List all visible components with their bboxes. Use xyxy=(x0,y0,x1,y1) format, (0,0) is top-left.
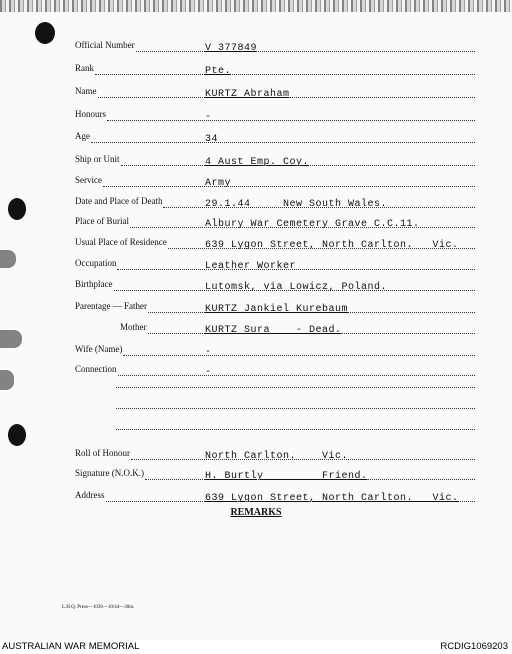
dotted-rule xyxy=(95,74,475,75)
field-label: Rank xyxy=(75,63,94,73)
field-value: Lutomsk, via Lowicz, Poland. xyxy=(205,282,388,293)
punch-hole xyxy=(35,22,55,44)
connection-line xyxy=(116,429,475,430)
field-label: Parentage — Father xyxy=(75,301,147,311)
field-label: Official Number xyxy=(75,40,135,50)
form-row xyxy=(75,468,475,482)
remarks-heading: REMARKS xyxy=(230,507,282,518)
field-label: Address xyxy=(75,490,105,500)
dotted-rule xyxy=(91,142,475,143)
field-value: Leather Worker xyxy=(205,261,297,272)
field-label: Signature (N.O.K.) xyxy=(75,468,144,478)
field-value: V 377849 xyxy=(205,43,258,54)
field-value: 34 xyxy=(205,134,219,145)
form-row xyxy=(75,109,475,123)
field-value: KURTZ Sura - Dead. xyxy=(205,325,342,336)
scan-mark xyxy=(0,330,22,348)
form-row xyxy=(75,86,475,100)
form-row xyxy=(75,216,475,230)
form-row xyxy=(75,448,475,462)
field-value: 29.1.44 New South Wales. xyxy=(205,199,388,210)
connection-line xyxy=(116,408,475,409)
footer-record-id: RCDIG1069203 xyxy=(440,641,508,652)
form-row xyxy=(75,237,475,251)
punch-hole xyxy=(8,198,26,220)
form-row xyxy=(75,301,475,315)
form-row xyxy=(75,175,475,189)
scan-edge xyxy=(0,0,512,12)
field-value: H. Burtly Friend. xyxy=(205,471,368,482)
field-value: KURTZ Jankiel Kurebaum xyxy=(205,304,349,315)
form-row xyxy=(75,63,475,77)
field-label: Usual Place of Residence xyxy=(75,237,167,247)
field-label: Wife (Name) xyxy=(75,344,123,354)
form-row xyxy=(75,490,475,504)
scan-mark xyxy=(0,370,14,390)
field-label: Name xyxy=(75,86,97,96)
field-value: Army xyxy=(205,178,232,189)
form-row xyxy=(75,344,475,358)
form-row xyxy=(75,131,475,145)
field-value: 639 Lygon Street, North Carlton. Vic. xyxy=(205,493,459,504)
form-row xyxy=(75,364,475,378)
field-label: Mother xyxy=(120,322,147,332)
dotted-rule xyxy=(123,355,475,356)
footer-institution: AUSTRALIAN WAR MEMORIAL xyxy=(2,641,140,652)
field-label: Occupation xyxy=(75,258,117,268)
field-value: 639 Lygon Street, North Carlton. Vic. xyxy=(205,240,459,251)
dotted-rule xyxy=(118,375,475,376)
field-value: - xyxy=(205,112,212,123)
dotted-rule xyxy=(136,51,475,52)
form-row xyxy=(75,279,475,293)
field-value: KURTZ Abraham xyxy=(205,89,290,100)
field-label: Birthplace xyxy=(75,279,113,289)
field-label: Ship or Unit xyxy=(75,154,120,164)
form-row xyxy=(75,40,475,54)
dotted-rule xyxy=(103,186,475,187)
field-label: Place of Burial xyxy=(75,216,129,226)
field-label: Connection xyxy=(75,364,117,374)
connection-line xyxy=(116,387,475,388)
field-label: Service xyxy=(75,175,102,185)
form-row xyxy=(75,258,475,272)
field-label: Date and Place of Death xyxy=(75,196,163,206)
form-row xyxy=(75,154,475,168)
field-label: Honours xyxy=(75,109,106,119)
field-value: - xyxy=(205,347,212,358)
archive-footer xyxy=(0,640,512,654)
form-row xyxy=(75,196,475,210)
form-row xyxy=(120,322,475,336)
field-value: Albury War Cemetery Grave C.C.11. xyxy=(205,219,420,230)
printer-reference: L.H.Q. Press—1036—10/44—30m. xyxy=(62,605,135,610)
field-value: Pte. xyxy=(205,66,232,77)
punch-hole xyxy=(8,424,26,446)
field-label: Roll of Honour xyxy=(75,448,130,458)
dotted-rule xyxy=(107,120,475,121)
field-value: 4 Aust Emp. Coy. xyxy=(205,157,310,168)
scan-mark xyxy=(0,250,16,268)
field-value: - xyxy=(205,367,212,378)
field-value: North Carlton. Vic. xyxy=(205,451,349,462)
field-label: Age xyxy=(75,131,90,141)
